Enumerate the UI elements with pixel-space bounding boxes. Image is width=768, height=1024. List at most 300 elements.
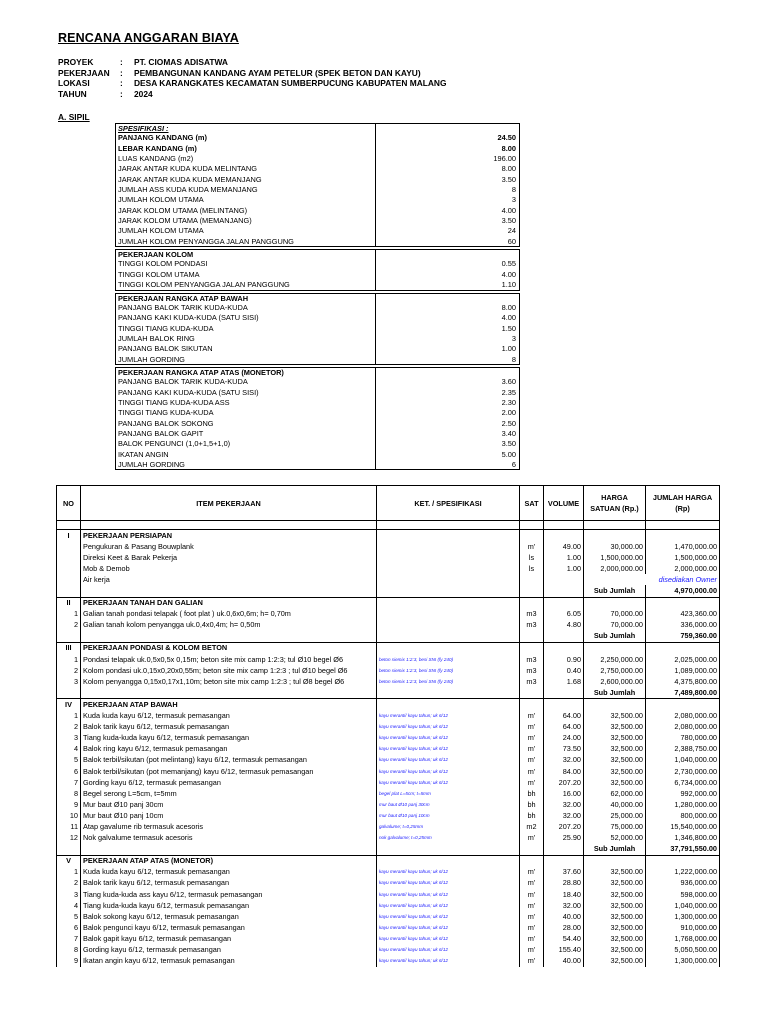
item-unit: bh bbox=[520, 788, 544, 799]
empty-cell bbox=[646, 530, 720, 542]
item-volume: 32.00 bbox=[544, 799, 584, 810]
item-specification: kayu meranti/ kayu tahun; uk 6/12 bbox=[377, 878, 520, 889]
empty-cell bbox=[520, 844, 544, 856]
item-total: 936,000.00 bbox=[646, 878, 720, 889]
item-volume: 0.40 bbox=[544, 665, 584, 676]
item-unit: m' bbox=[520, 541, 544, 552]
empty-cell bbox=[646, 855, 720, 867]
item-total: 1,280,000.00 bbox=[646, 799, 720, 810]
table-row bbox=[57, 777, 720, 788]
item-number: 2 bbox=[57, 878, 81, 889]
empty-cell bbox=[377, 530, 520, 542]
subtotal-row bbox=[57, 585, 720, 597]
item-number: 11 bbox=[57, 821, 81, 832]
spec-label: LEBAR KANDANG (m) bbox=[115, 144, 376, 154]
item-volume: 155.40 bbox=[544, 944, 584, 955]
item-unit: m' bbox=[520, 722, 544, 733]
info-label: LOKASI bbox=[58, 78, 90, 88]
item-total: 910,000.00 bbox=[646, 922, 720, 933]
spec-row bbox=[115, 429, 520, 439]
spec-group-title-row bbox=[115, 367, 520, 377]
item-unit: m3 bbox=[520, 665, 544, 676]
empty-cell bbox=[584, 530, 646, 542]
item-description: Kolom penyangga 0,15x0,17x1,10m; beton site mix camp 1:2:3 ; tul Ø8 begel Ø6 bbox=[81, 676, 377, 687]
item-total: 5,050,500.00 bbox=[646, 944, 720, 955]
item-description: Direksi Keet & Barak Pekerja bbox=[81, 552, 377, 563]
item-total: 336,000.00 bbox=[646, 620, 720, 631]
spec-value: 3.60 bbox=[376, 377, 520, 387]
item-volume: 1.00 bbox=[544, 552, 584, 563]
empty-cell bbox=[544, 530, 584, 542]
item-description: Kolom pondasi uk.0,15x0,20x0,55m; beton site mix camp 1:2:3 ; tul Ø10 begel Ø6 bbox=[81, 665, 377, 676]
table-header-row bbox=[57, 486, 720, 521]
subtotal-label: Sub Jumlah bbox=[584, 631, 646, 643]
item-description: Balok tarik kayu 6/12, termasuk pemasangan bbox=[81, 722, 377, 733]
item-volume: 54.40 bbox=[544, 933, 584, 944]
table-row bbox=[57, 933, 720, 944]
empty-cell bbox=[81, 687, 377, 699]
spec-row bbox=[115, 388, 520, 398]
section-row bbox=[57, 597, 720, 609]
spec-value: 1.00 bbox=[376, 344, 520, 354]
subtotal-value: 7,489,800.00 bbox=[646, 687, 720, 699]
table-row bbox=[57, 609, 720, 620]
empty-cell bbox=[377, 855, 520, 867]
info-value: DESA KARANGKATES KECAMATAN SUMBERPUCUNG KABUPATEN MALANG bbox=[134, 78, 447, 88]
spec-value: 2.00 bbox=[376, 408, 520, 418]
item-unit: m' bbox=[520, 933, 544, 944]
empty-cell bbox=[646, 699, 720, 711]
table-row bbox=[57, 900, 720, 911]
section-number: V bbox=[57, 855, 81, 867]
item-unit-price: 30,000.00 bbox=[584, 541, 646, 552]
spec-value: 4.00 bbox=[376, 270, 520, 280]
item-volume: 73.50 bbox=[544, 744, 584, 755]
table-row bbox=[57, 755, 720, 766]
section-title: PEKERJAAN ATAP ATAS (MONETOR) bbox=[81, 855, 377, 867]
table-row bbox=[57, 665, 720, 676]
table-row bbox=[57, 733, 720, 744]
table-row bbox=[57, 744, 720, 755]
item-unit: m' bbox=[520, 733, 544, 744]
item-volume: 37.60 bbox=[544, 867, 584, 878]
item-unit-price: 32,500.00 bbox=[584, 900, 646, 911]
item-unit: m' bbox=[520, 744, 544, 755]
header-sat: SAT bbox=[520, 486, 544, 521]
spec-label: JUMLAH KOLOM UTAMA bbox=[115, 226, 376, 236]
item-total: 15,540,000.00 bbox=[646, 821, 720, 832]
spec-row bbox=[115, 259, 520, 269]
item-unit-price: 2,250,000.00 bbox=[584, 654, 646, 665]
item-specification: kayu meranti/ kayu tahun; uk 6/12 bbox=[377, 889, 520, 900]
empty-cell bbox=[520, 642, 544, 654]
table-row bbox=[57, 944, 720, 955]
section-row bbox=[57, 530, 720, 542]
table-row bbox=[57, 552, 720, 563]
empty-cell bbox=[520, 855, 544, 867]
section-title: PEKERJAAN PERSIAPAN bbox=[81, 530, 377, 542]
item-specification: kayu meranti/ kayu tahun; uk 6/12 bbox=[377, 777, 520, 788]
item-total: 2,000,000.00 bbox=[646, 563, 720, 574]
spec-value: 3.40 bbox=[376, 429, 520, 439]
spec-row bbox=[115, 280, 520, 290]
empty-cell bbox=[584, 597, 646, 609]
item-unit-price: 32,500.00 bbox=[584, 867, 646, 878]
spec-label: LUAS KANDANG (m2) bbox=[115, 154, 376, 164]
item-total: 992,000.00 bbox=[646, 788, 720, 799]
specification-table bbox=[115, 123, 520, 470]
spec-group-title: PEKERJAAN RANGKA ATAP BAWAH bbox=[115, 293, 376, 303]
item-number bbox=[57, 563, 81, 574]
blank-cell bbox=[520, 521, 544, 530]
item-unit-price: 62,000.00 bbox=[584, 788, 646, 799]
blank-cell bbox=[81, 521, 377, 530]
item-description: Tiang kuda-kuda kayu 6/12, termasuk pemasangan bbox=[81, 733, 377, 744]
empty-cell bbox=[57, 687, 81, 699]
empty-cell bbox=[377, 687, 520, 699]
item-number: 1 bbox=[57, 711, 81, 722]
item-total: 6,734,000.00 bbox=[646, 777, 720, 788]
spec-value-cell bbox=[376, 293, 520, 303]
item-unit: m2 bbox=[520, 821, 544, 832]
item-specification: nok galvalume; t=0,25mm bbox=[377, 833, 520, 844]
item-description: Tiang kuda-kuda kayu 6/12, termasuk pemasangan bbox=[81, 900, 377, 911]
subtotal-label: Sub Jumlah bbox=[584, 585, 646, 597]
item-unit: m' bbox=[520, 755, 544, 766]
item-volume: 6.05 bbox=[544, 609, 584, 620]
spec-value: 2.35 bbox=[376, 388, 520, 398]
spec-row bbox=[115, 303, 520, 313]
spec-group-title-row bbox=[115, 249, 520, 259]
spec-value-cell bbox=[376, 123, 520, 133]
spec-label: PANJANG KANDANG (m) bbox=[115, 133, 376, 143]
section-number: I bbox=[57, 530, 81, 542]
empty-cell bbox=[544, 631, 584, 643]
spec-row bbox=[115, 226, 520, 236]
item-description: Balok tarik kayu 6/12, termasuk pemasangan bbox=[81, 878, 377, 889]
header-jumlah-harga: JUMLAH HARGA (Rp) bbox=[646, 486, 720, 521]
item-specification: kayu meranti/ kayu tahun; uk 6/12 bbox=[377, 722, 520, 733]
spec-group-title-row bbox=[115, 293, 520, 303]
spec-label: PANJANG KAKI KUDA-KUDA (SATU SISI) bbox=[115, 313, 376, 323]
spec-label: TINGGI TIANG KUDA-KUDA bbox=[115, 324, 376, 334]
item-total: 1,470,000.00 bbox=[646, 541, 720, 552]
item-total: 780,000.00 bbox=[646, 733, 720, 744]
blank-cell bbox=[57, 521, 81, 530]
item-description: Atap gavalume rib termasuk acesoris bbox=[81, 821, 377, 832]
section-row bbox=[57, 855, 720, 867]
item-number bbox=[57, 574, 81, 585]
spec-label: PANJANG BALOK SIKUTAN bbox=[115, 344, 376, 354]
section-row bbox=[57, 699, 720, 711]
item-unit: m' bbox=[520, 833, 544, 844]
item-total: 1,040,000.00 bbox=[646, 900, 720, 911]
item-total: 2,080,000.00 bbox=[646, 711, 720, 722]
spec-group-title: PEKERJAAN RANGKA ATAP ATAS (MONETOR) bbox=[115, 367, 376, 377]
item-number: 3 bbox=[57, 733, 81, 744]
item-volume: 64.00 bbox=[544, 711, 584, 722]
item-unit: bh bbox=[520, 810, 544, 821]
item-number: 6 bbox=[57, 766, 81, 777]
item-specification bbox=[377, 552, 520, 563]
item-specification: galvalume; t=0,25mm bbox=[377, 821, 520, 832]
spec-row bbox=[115, 408, 520, 418]
spec-value: 4.00 bbox=[376, 313, 520, 323]
spec-value: 2.50 bbox=[376, 419, 520, 429]
item-specification: kayu meranti/ kayu tahun; uk 6/12 bbox=[377, 944, 520, 955]
spec-row bbox=[115, 237, 520, 247]
spec-value-cell bbox=[376, 367, 520, 377]
item-unit: m' bbox=[520, 878, 544, 889]
item-unit-price: 32,500.00 bbox=[584, 766, 646, 777]
section-title: PEKERJAAN ATAP BAWAH bbox=[81, 699, 377, 711]
empty-cell bbox=[377, 642, 520, 654]
item-unit-price: 25,000.00 bbox=[584, 810, 646, 821]
info-colon: : bbox=[120, 88, 123, 99]
item-specification: kayu meranti/ kayu tahun; uk 6/12 bbox=[377, 922, 520, 933]
item-description: Balok gapit kayu 6/12, termasuk pemasangan bbox=[81, 933, 377, 944]
empty-cell bbox=[81, 631, 377, 643]
empty-cell bbox=[584, 855, 646, 867]
spec-heading-label: SPESIFIKASI : bbox=[118, 124, 169, 133]
empty-cell bbox=[544, 687, 584, 699]
item-unit: m' bbox=[520, 867, 544, 878]
item-unit: m' bbox=[520, 911, 544, 922]
subtotal-row bbox=[57, 687, 720, 699]
spec-label: JARAK KOLOM UTAMA (MEMANJANG) bbox=[115, 216, 376, 226]
empty-cell bbox=[57, 844, 81, 856]
item-description: Tiang kuda-kuda ass kayu 6/12, termasuk pemasangan bbox=[81, 889, 377, 900]
item-unit: ls bbox=[520, 552, 544, 563]
info-label: PEKERJAAN bbox=[58, 67, 110, 78]
item-unit: m' bbox=[520, 766, 544, 777]
item-number: 8 bbox=[57, 788, 81, 799]
item-total: 1,768,000.00 bbox=[646, 933, 720, 944]
item-number: 3 bbox=[57, 676, 81, 687]
item-unit: m' bbox=[520, 777, 544, 788]
item-volume: 32.00 bbox=[544, 755, 584, 766]
empty-cell bbox=[520, 597, 544, 609]
spec-value: 8.00 bbox=[376, 303, 520, 313]
spec-value: 24 bbox=[376, 226, 520, 236]
item-unit: m' bbox=[520, 956, 544, 967]
spec-value: 8.00 bbox=[376, 144, 520, 154]
subtotal-row bbox=[57, 844, 720, 856]
spec-row bbox=[115, 270, 520, 280]
item-description: Nok galvalume termasuk acesoris bbox=[81, 833, 377, 844]
spec-row bbox=[115, 154, 520, 164]
item-description: Pondasi telapak uk.0,5x0,5x 0,15m; beton site mix camp 1:2:3; tul Ø10 begel Ø6 bbox=[81, 654, 377, 665]
table-row bbox=[57, 956, 720, 967]
item-total: 1,222,000.00 bbox=[646, 867, 720, 878]
spec-value: 4.00 bbox=[376, 206, 520, 216]
info-value: PEMBANGUNAN KANDANG AYAM PETELUR (SPEK BETON DAN KAYU) bbox=[134, 67, 421, 78]
item-description: Galian tanah pondasi telapak ( foot plat ) uk.0,6x0,6m; h= 0,70m bbox=[81, 609, 377, 620]
spec-value: 3 bbox=[376, 334, 520, 344]
spec-value: 1.10 bbox=[376, 280, 520, 290]
item-total: 4,375,800.00 bbox=[646, 676, 720, 687]
header-harga-satuan: HARGA SATUAN (Rp.) bbox=[584, 486, 646, 521]
item-volume: 32.00 bbox=[544, 900, 584, 911]
table-row bbox=[57, 788, 720, 799]
spec-row bbox=[115, 313, 520, 323]
info-row-lokasi bbox=[58, 78, 447, 89]
item-description: Balok ring kayu 6/12, termasuk pemasangan bbox=[81, 744, 377, 755]
item-unit-price: 2,750,000.00 bbox=[584, 665, 646, 676]
info-label: PROYEK bbox=[58, 57, 94, 67]
item-specification: kayu meranti/ kayu tahun; uk 6/12 bbox=[377, 733, 520, 744]
empty-cell bbox=[520, 585, 544, 597]
empty-cell bbox=[520, 530, 544, 542]
item-specification: kayu meranti/ kayu tahun; uk 6/12 bbox=[377, 766, 520, 777]
item-specification: mur baut Ø10 panj 30cm bbox=[377, 799, 520, 810]
spec-row bbox=[115, 460, 520, 470]
spec-value: 60 bbox=[376, 237, 520, 247]
item-volume: 25.90 bbox=[544, 833, 584, 844]
table-row bbox=[57, 810, 720, 821]
empty-cell bbox=[377, 585, 520, 597]
item-total: 1,089,000.00 bbox=[646, 665, 720, 676]
item-total: 1,300,000.00 bbox=[646, 911, 720, 922]
table-row bbox=[57, 711, 720, 722]
spec-value: 24.50 bbox=[376, 133, 520, 143]
item-unit: m3 bbox=[520, 609, 544, 620]
table-row bbox=[57, 833, 720, 844]
empty-cell bbox=[544, 585, 584, 597]
item-unit: m' bbox=[520, 889, 544, 900]
item-description: Gording kayu 6/12, termasuk pemasangan bbox=[81, 944, 377, 955]
spec-row bbox=[115, 216, 520, 226]
subtotal-row bbox=[57, 631, 720, 643]
section-heading-sipil: A. SIPIL bbox=[58, 112, 90, 122]
table-row bbox=[57, 889, 720, 900]
item-number bbox=[57, 552, 81, 563]
empty-cell bbox=[377, 597, 520, 609]
item-specification bbox=[377, 574, 520, 585]
table-row bbox=[57, 563, 720, 574]
item-volume bbox=[544, 574, 584, 585]
section-number: IV bbox=[57, 699, 81, 711]
spec-value: 3.50 bbox=[376, 175, 520, 185]
item-volume: 40.00 bbox=[544, 911, 584, 922]
item-specification bbox=[377, 620, 520, 631]
item-unit-price: 32,500.00 bbox=[584, 733, 646, 744]
item-unit-price: 70,000.00 bbox=[584, 609, 646, 620]
item-number: 2 bbox=[57, 722, 81, 733]
item-specification: kayu meranti/ kayu tahun; uk 6/12 bbox=[377, 711, 520, 722]
item-number: 1 bbox=[57, 609, 81, 620]
item-unit-price: 32,500.00 bbox=[584, 722, 646, 733]
subtotal-value: 4,970,000.00 bbox=[646, 585, 720, 597]
item-volume: 24.00 bbox=[544, 733, 584, 744]
spec-label: JUMLAH KOLOM PENYANGGA JALAN PANGGUNG bbox=[115, 237, 376, 247]
item-description: Ikatan angin kayu 6/12, termasuk pemasangan bbox=[81, 956, 377, 967]
subtotal-label: Sub Jumlah bbox=[584, 844, 646, 856]
empty-cell bbox=[81, 844, 377, 856]
table-row bbox=[57, 541, 720, 552]
spec-value: 6 bbox=[376, 460, 520, 470]
item-unit-price: 32,500.00 bbox=[584, 911, 646, 922]
info-value: 2024 bbox=[134, 88, 153, 99]
item-volume: 18.40 bbox=[544, 889, 584, 900]
item-specification: kayu meranti/ kayu tahun; uk 6/12 bbox=[377, 956, 520, 967]
item-unit-price: 32,500.00 bbox=[584, 933, 646, 944]
item-volume: 207.20 bbox=[544, 821, 584, 832]
table-row bbox=[57, 722, 720, 733]
item-volume: 28.00 bbox=[544, 922, 584, 933]
item-specification bbox=[377, 541, 520, 552]
item-description: Mur baut Ø10 panj 30cm bbox=[81, 799, 377, 810]
item-number: 10 bbox=[57, 810, 81, 821]
item-specification: kayu meranti/ kayu tahun; uk 6/12 bbox=[377, 911, 520, 922]
spec-row bbox=[115, 355, 520, 365]
budget-table bbox=[56, 485, 720, 967]
table-row bbox=[57, 821, 720, 832]
item-number: 4 bbox=[57, 900, 81, 911]
item-volume: 207.20 bbox=[544, 777, 584, 788]
item-unit: m' bbox=[520, 900, 544, 911]
empty-cell bbox=[544, 855, 584, 867]
item-specification: kayu meranti/ kayu tahun; uk 6/12 bbox=[377, 933, 520, 944]
item-description: Balok sokong kayu 6/12, termasuk pemasangan bbox=[81, 911, 377, 922]
table-row bbox=[57, 799, 720, 810]
item-unit-price: 32,500.00 bbox=[584, 878, 646, 889]
spec-row bbox=[115, 144, 520, 154]
spec-row bbox=[115, 450, 520, 460]
item-number: 1 bbox=[57, 867, 81, 878]
spec-label: TINGGI KOLOM PENYANGGA JALAN PANGGUNG bbox=[115, 280, 376, 290]
empty-cell bbox=[584, 699, 646, 711]
item-unit: m' bbox=[520, 944, 544, 955]
item-specification: mur baut Ø10 panj 10cm bbox=[377, 810, 520, 821]
blank-cell bbox=[377, 521, 520, 530]
item-description: Mur baut Ø10 panj 10cm bbox=[81, 810, 377, 821]
spec-row bbox=[115, 175, 520, 185]
info-colon: : bbox=[120, 78, 123, 88]
item-unit-price: 70,000.00 bbox=[584, 620, 646, 631]
header-no: NO bbox=[57, 486, 81, 521]
item-unit-price: 2,000,000.00 bbox=[584, 563, 646, 574]
info-row-pekerjaan bbox=[58, 68, 447, 79]
item-volume: 84.00 bbox=[544, 766, 584, 777]
subtotal-value: 37,791,550.00 bbox=[646, 844, 720, 856]
blank-cell bbox=[584, 521, 646, 530]
empty-cell bbox=[584, 642, 646, 654]
header-item: ITEM PEKERJAAN bbox=[81, 486, 377, 521]
item-unit: m3 bbox=[520, 676, 544, 687]
item-total: 2,388,750.00 bbox=[646, 744, 720, 755]
spec-label: JUMLAH BALOK RING bbox=[115, 334, 376, 344]
spec-label: IKATAN ANGIN bbox=[115, 450, 376, 460]
spec-label: TINGGI KOLOM UTAMA bbox=[115, 270, 376, 280]
table-row bbox=[57, 676, 720, 687]
item-total: 800,000.00 bbox=[646, 810, 720, 821]
empty-cell bbox=[544, 844, 584, 856]
empty-cell bbox=[81, 585, 377, 597]
empty-cell bbox=[646, 597, 720, 609]
item-specification: begel plat L=5cm; t=5mm bbox=[377, 788, 520, 799]
table-row bbox=[57, 620, 720, 631]
item-unit-price: 1,500,000.00 bbox=[584, 552, 646, 563]
item-total: 1,346,800.00 bbox=[646, 833, 720, 844]
item-unit-price: 32,500.00 bbox=[584, 777, 646, 788]
spec-label: JUMLAH GORDING bbox=[115, 355, 376, 365]
item-specification: beton siemix 1:2:3, besi SNI (fy 240) bbox=[377, 676, 520, 687]
table-row bbox=[57, 922, 720, 933]
item-specification: kayu meranti/ kayu tahun; uk 6/12 bbox=[377, 755, 520, 766]
blank-cell bbox=[646, 521, 720, 530]
blank-cell bbox=[544, 521, 584, 530]
